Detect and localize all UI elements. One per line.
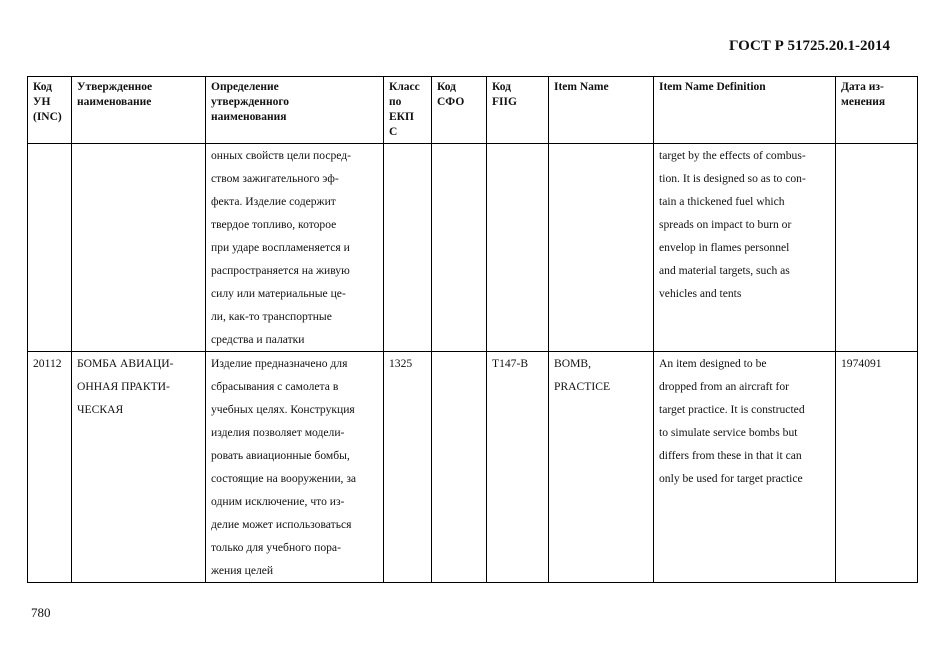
text-line: tain a thickened fuel which <box>659 195 785 208</box>
text-line: differs from these in that it can <box>659 449 802 462</box>
text-line: PRACTICE <box>554 380 611 393</box>
text-line: жения целей <box>211 564 274 577</box>
col-header-definition <box>206 77 384 144</box>
text-line: BOMB, <box>554 357 592 370</box>
text-line: Дата из- <box>841 81 884 93</box>
col-header-item-name-definition <box>654 77 836 144</box>
text-line: target practice. It is constructed <box>659 403 805 416</box>
text-line: делие может использоваться <box>211 518 352 531</box>
text-line: С <box>389 126 398 138</box>
text-line: только для учебного пора- <box>211 541 341 554</box>
text-line: Код <box>437 81 457 93</box>
cell-definition-en <box>654 144 836 352</box>
text-line: ством зажигательного эф- <box>211 172 339 185</box>
cell-sfo <box>432 352 487 583</box>
text-line: одним исключение, что из- <box>211 495 345 508</box>
text-line: FIIG <box>492 96 517 108</box>
text-line: учебных целях. Конструкция <box>211 403 355 416</box>
text-line: УН <box>33 96 51 108</box>
col-header-item-name <box>549 77 654 144</box>
text-line: твердое топливо, которое <box>211 218 337 231</box>
cell-item-name <box>549 352 654 583</box>
text-line: средства и палатки <box>211 333 305 346</box>
text-line: dropped from an aircraft for <box>659 380 790 393</box>
text-line: ЕКП <box>389 111 414 123</box>
text-line: tion. It is designed so as to con- <box>659 172 806 185</box>
text-line: наименование <box>77 96 152 108</box>
text-line: ЧЕСКАЯ <box>77 403 124 416</box>
text-line: состоящие на вооружении, за <box>211 472 357 485</box>
text-line: менения <box>841 96 886 108</box>
text-line: target by the effects of combus- <box>659 149 806 162</box>
table-header-row <box>28 77 918 144</box>
text-line: ровать авиационные бомбы, <box>211 449 350 462</box>
text-line: сбрасывания с самолета в <box>211 380 339 393</box>
text-line: Изделие предназначено для <box>211 357 348 370</box>
text-line: Код <box>33 81 53 93</box>
text-line: изделия позволяет модели- <box>211 426 345 439</box>
cell-sfo <box>432 144 487 352</box>
text-line: and material targets, such as <box>659 264 790 277</box>
cell-class <box>384 144 432 352</box>
col-header-sfo-code <box>432 77 487 144</box>
page-number: 780 <box>31 605 51 620</box>
text-line: наименования <box>211 111 287 123</box>
standard-designation: ГОСТ Р 51725.20.1-2014 <box>728 38 890 54</box>
col-header-class <box>384 77 432 144</box>
text-line: Определение <box>211 81 279 93</box>
text-line: An item designed to be <box>659 357 767 370</box>
text-line: силу или материальные це- <box>211 287 346 300</box>
text-line: only be used for target practice <box>659 472 803 485</box>
text-line: по <box>389 96 402 108</box>
cell-definition-ru <box>206 144 384 352</box>
text-line: онных свойств цели посред- <box>211 149 352 162</box>
cell-inc: 20112 <box>28 352 72 583</box>
text-line: Item Name Definition <box>659 81 766 93</box>
cell-approved-name <box>72 144 206 352</box>
cell-date <box>836 144 918 352</box>
cell-item-name <box>549 144 654 352</box>
cell-class: 1325 <box>384 352 432 583</box>
text-line: при ударе воспламеняется и <box>211 241 350 254</box>
cell-date: 1974091 <box>836 352 918 583</box>
col-header-change-date <box>836 77 918 144</box>
text-line: envelop in flames personnel <box>659 241 790 254</box>
cell-definition-en <box>654 352 836 583</box>
cell-definition-ru <box>206 352 384 583</box>
text-line: (INC) <box>33 111 62 123</box>
text-line: Item Name <box>554 81 609 93</box>
text-line: распространяется на живую <box>211 264 350 277</box>
text-line: ОННАЯ ПРАКТИ- <box>77 380 170 393</box>
text-line: утвержденного <box>211 96 290 108</box>
cell-fiig <box>487 144 549 352</box>
text-line: ли, как-то транспортные <box>211 310 332 323</box>
table-row <box>28 352 918 583</box>
text-line: to simulate service bombs but <box>659 426 798 439</box>
cell-approved-name <box>72 352 206 583</box>
catalog-table <box>27 76 918 583</box>
text-line: Код <box>492 81 512 93</box>
col-header-approved-name <box>72 77 206 144</box>
text-line: СФО <box>437 96 465 108</box>
text-line: Класс <box>389 81 420 93</box>
text-line: vehicles and tents <box>659 287 742 300</box>
col-header-fiig-code <box>487 77 549 144</box>
text-line: БОМБА АВИАЦИ- <box>77 357 174 370</box>
col-header-inc <box>28 77 72 144</box>
table-row <box>28 144 918 352</box>
cell-fiig: T147-B <box>487 352 549 583</box>
cell-inc <box>28 144 72 352</box>
text-line: spreads on impact to burn or <box>659 218 792 231</box>
text-line: фекта. Изделие содержит <box>211 195 336 208</box>
text-line: Утвержденное <box>77 81 153 93</box>
